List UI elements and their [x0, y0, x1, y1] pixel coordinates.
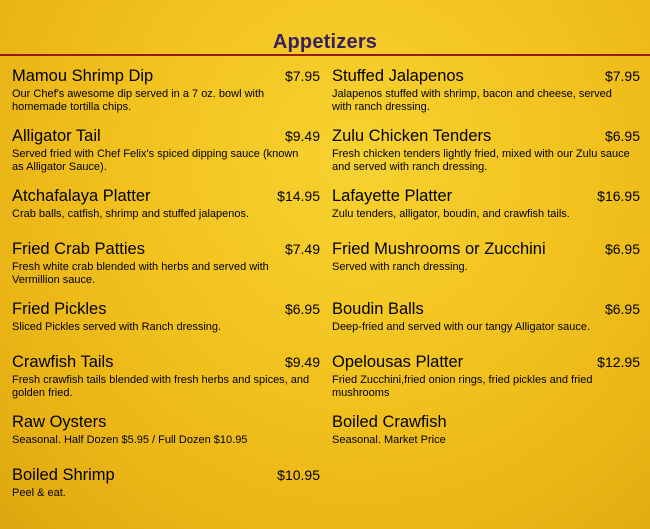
header	[0, 0, 650, 56]
item-name: Fried Pickles	[12, 300, 107, 318]
item-description: Fresh crawfish tails blended with fresh herbs and spices, and golden fried.	[12, 374, 310, 399]
item-description: Jalapenos stuffed with shrimp, bacon and cheese, served with ranch dressing.	[332, 88, 612, 113]
item-price: $7.95	[284, 68, 320, 84]
menu-item-stuffed-jalapenos	[332, 66, 640, 126]
item-description: Served with ranch dressing.	[332, 261, 468, 273]
page-title: Appetizers	[272, 31, 378, 53]
menu-item-fried-pickles	[12, 299, 320, 352]
item-description: Crab balls, catfish, shrimp and stuffed jalapenos.	[12, 208, 250, 220]
item-price: $6.95	[604, 301, 640, 317]
item-name: Opelousas Platter	[332, 353, 464, 371]
menu-item-mamou-shrimp-dip	[12, 66, 320, 126]
item-name: Fried Mushrooms or Zucchini	[332, 240, 546, 258]
item-name: Boiled Crawfish	[332, 413, 447, 431]
item-name: Boiled Shrimp	[12, 466, 115, 484]
item-name: Lafayette Platter	[332, 187, 453, 205]
item-price: $6.95	[284, 301, 320, 317]
item-price: $10.95	[277, 467, 320, 483]
item-price: $16.95	[597, 188, 640, 204]
item-name: Crawfish Tails	[12, 353, 114, 371]
menu-item-alligator-tail	[12, 126, 320, 186]
item-description: Zulu tenders, alligator, boudin, and crawfish tails.	[332, 208, 570, 220]
menu-item-zulu-chicken-tenders	[332, 126, 640, 186]
item-price: $6.95	[604, 241, 640, 257]
item-description: Our Chef's awesome dip served in a 7 oz. bowl with homemade tortilla chips.	[12, 88, 265, 113]
item-price: $7.95	[604, 68, 640, 84]
menu-column-left	[12, 66, 320, 518]
item-description: Served fried with Chef Felix's spiced dipping sauce (known as Alligator Sauce).	[12, 148, 299, 173]
item-price: $12.95	[597, 354, 640, 370]
menu-item-atchafalaya-platter	[12, 186, 320, 239]
menu-item-boiled-shrimp	[12, 465, 320, 518]
item-name: Zulu Chicken Tenders	[332, 127, 492, 145]
item-description: Fresh chicken tenders lightly fried, mixed with our Zulu sauce and served with ranch dressing.	[332, 148, 630, 173]
item-description: Fresh white crab blended with herbs and served with Vermillion sauce.	[12, 261, 269, 286]
item-price: $14.95	[277, 188, 320, 204]
item-name: Mamou Shrimp Dip	[12, 67, 154, 85]
item-price: $6.95	[604, 128, 640, 144]
menu-item-fried-crab-patties	[12, 239, 320, 299]
item-description: Seasonal. Half Dozen $5.95 / Full Dozen $10.95	[12, 434, 248, 446]
item-name: Atchafalaya Platter	[12, 187, 151, 205]
item-name: Stuffed Jalapenos	[332, 67, 464, 85]
menu-column-right	[332, 66, 640, 518]
menu-item-boudin-balls	[332, 299, 640, 352]
item-name: Fried Crab Patties	[12, 240, 145, 258]
menu-item-boiled-crawfish	[332, 412, 640, 465]
item-description: Peel & eat.	[12, 487, 66, 499]
item-description: Sliced Pickles served with Ranch dressing.	[12, 321, 222, 333]
item-name: Alligator Tail	[12, 127, 101, 145]
menu-item-fried-mushrooms-or-zucchini	[332, 239, 640, 299]
item-price: $9.49	[284, 354, 320, 370]
menu-item-lafayette-platter	[332, 186, 640, 239]
item-description: Fried Zucchini,fried onion rings, fried pickles and fried mushrooms	[332, 374, 593, 399]
menu-item-crawfish-tails	[12, 352, 320, 412]
item-name: Boudin Balls	[332, 300, 424, 318]
item-price: $7.49	[284, 241, 320, 257]
item-name: Raw Oysters	[12, 413, 107, 431]
header-divider	[0, 54, 650, 56]
appetizers-menu	[12, 66, 640, 518]
menu-item-raw-oysters	[12, 412, 320, 465]
item-price: $9.49	[284, 128, 320, 144]
item-description: Seasonal. Market Price	[332, 434, 446, 446]
item-description: Deep-fried and served with our tangy Alligator sauce.	[332, 321, 591, 333]
menu-item-opelousas-platter	[332, 352, 640, 412]
